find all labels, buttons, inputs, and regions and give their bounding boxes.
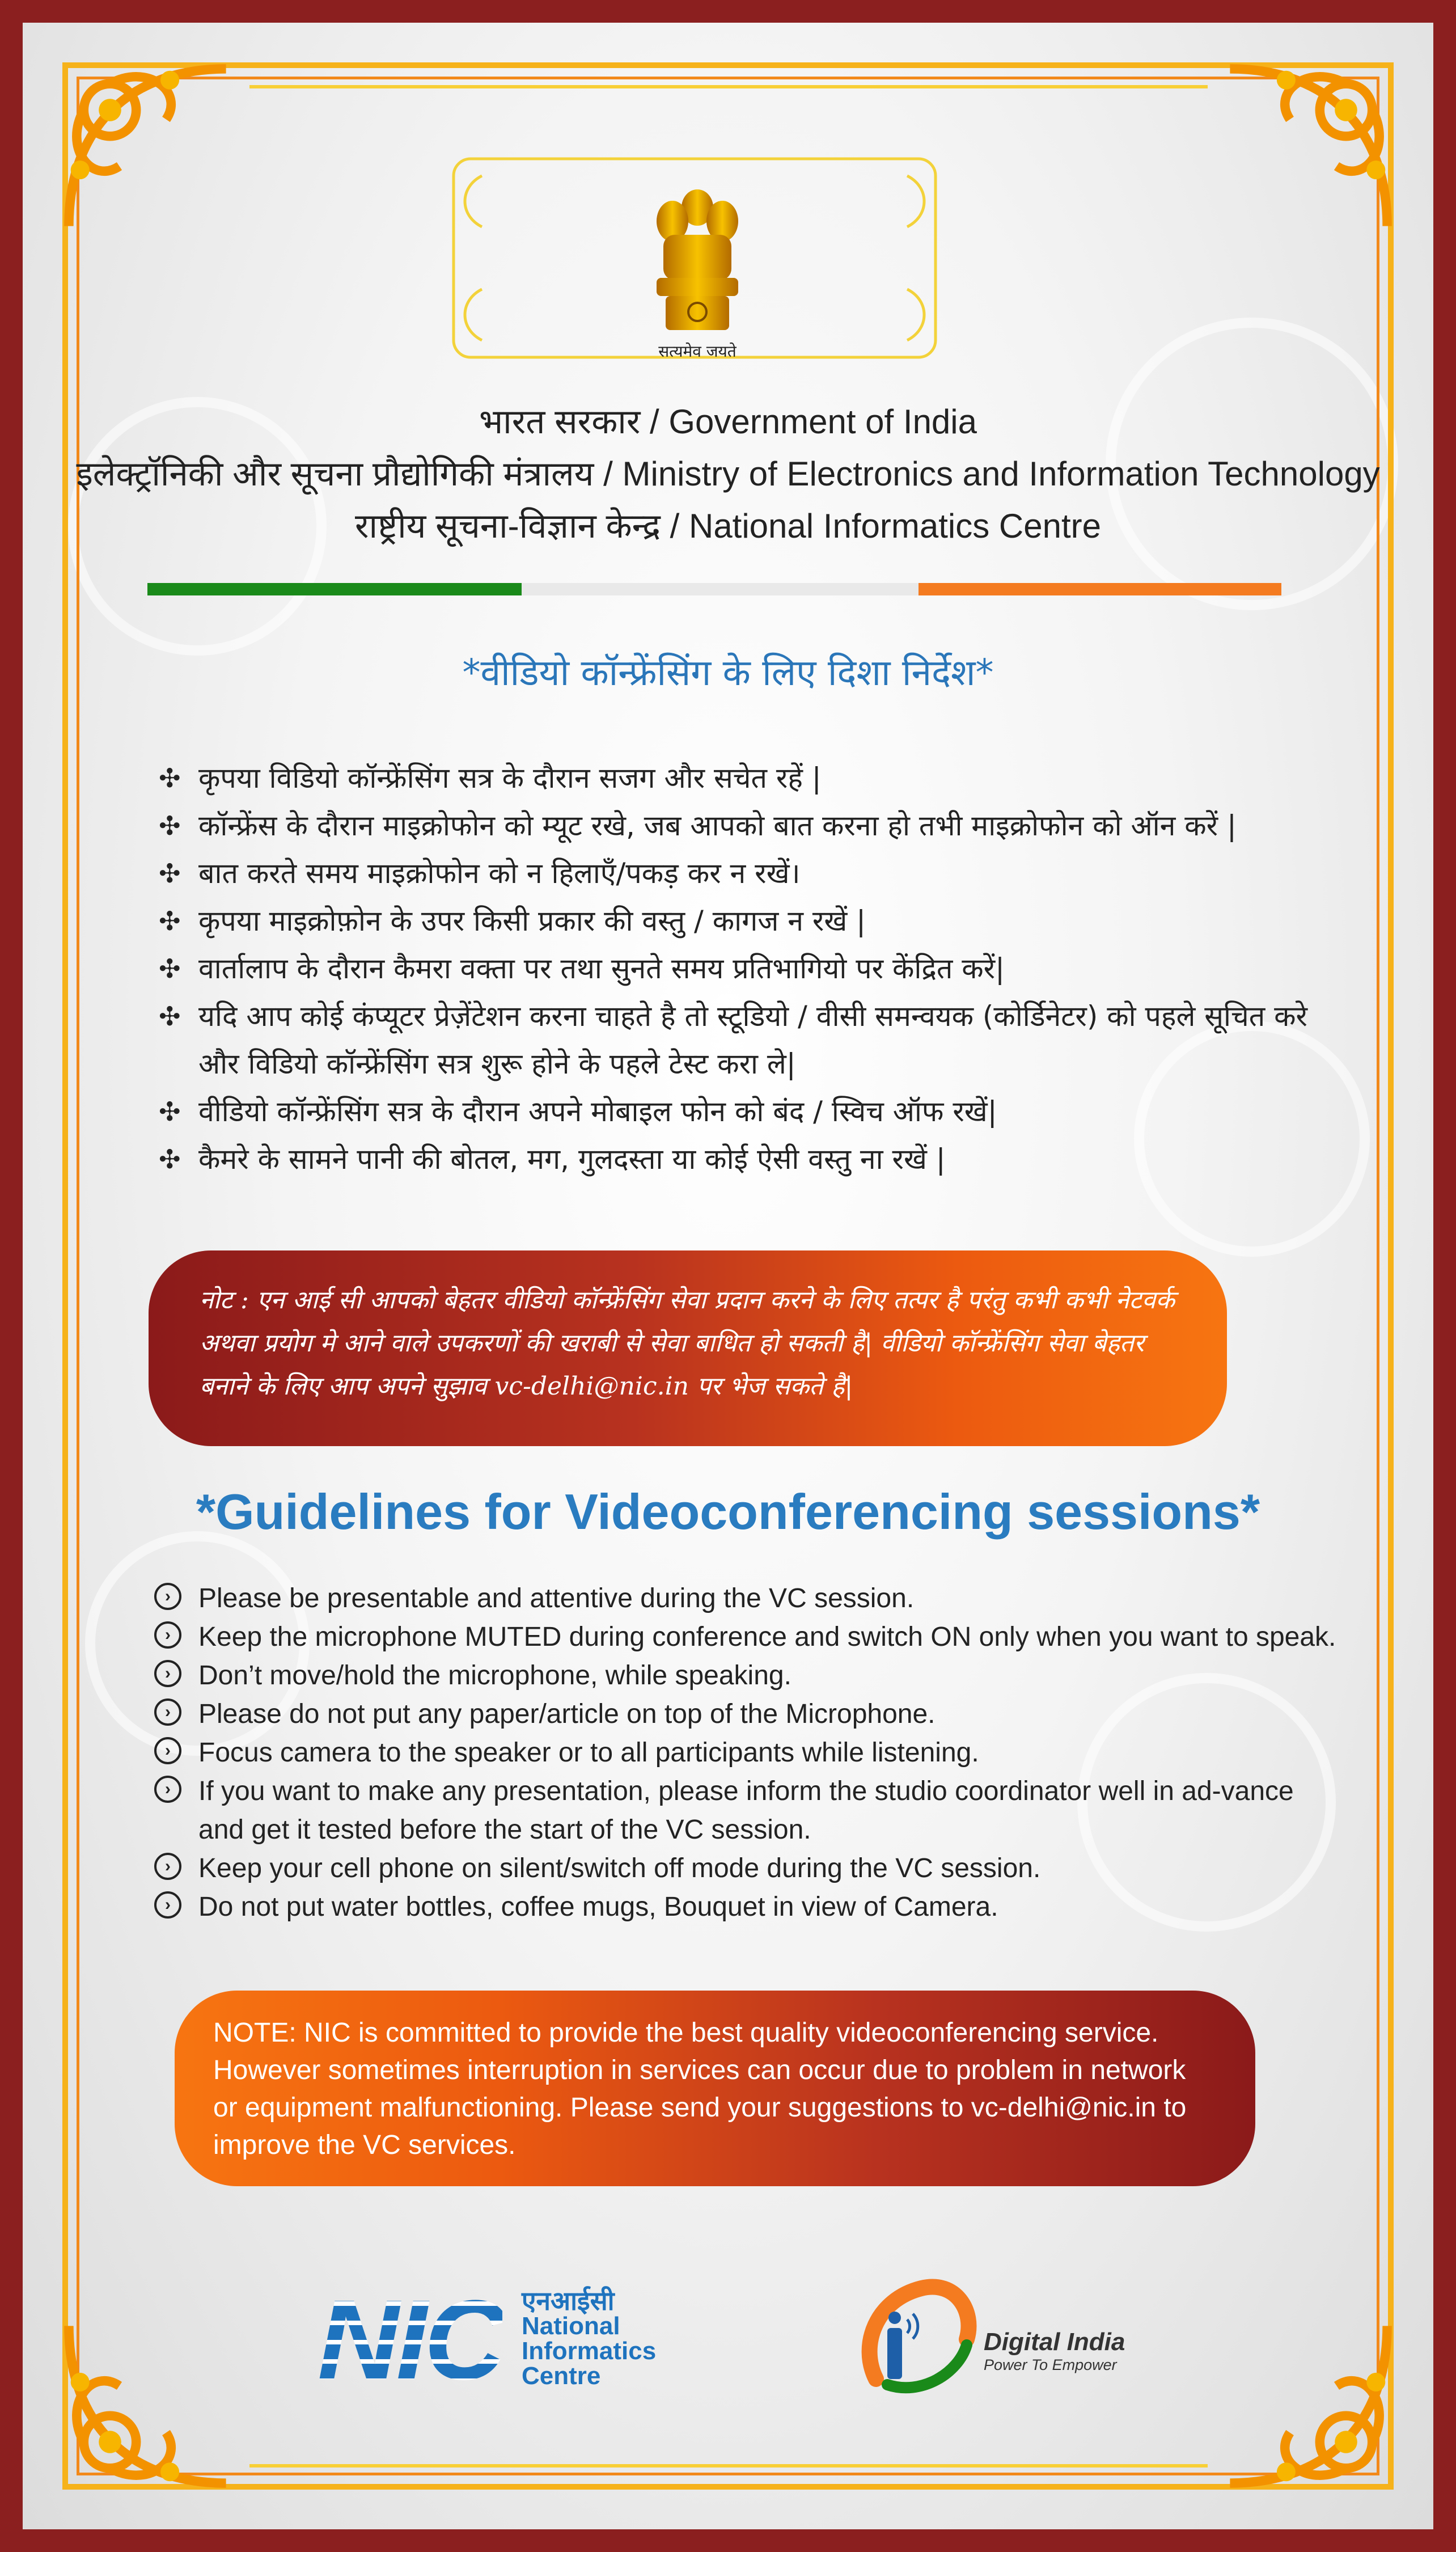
bullet-icon: ✣	[159, 1001, 181, 1032]
chevron-circle-icon: ›	[154, 1737, 181, 1764]
english-note-box: NOTE: NIC is committed to provide the best quality videoconferencing service. However sometimes interruption in services can occur due to problem in network or equipment malfunctioning. Please send your suggestions to vc-delhi@nic.in to improve the VC services.	[175, 1991, 1255, 2186]
chevron-circle-icon: ›	[154, 1621, 181, 1649]
chevron-circle-icon: ›	[154, 1891, 181, 1919]
list-item: ✣ कॉन्फ्रेंस के दौरान माइक्रोफोन को म्यूट रखे, जब आपको बात करना हो तभी माइक्रोफोन को ऑन करें |	[159, 802, 1327, 850]
tricolor-green	[147, 583, 522, 595]
digital-india-name: Digital India	[984, 2328, 1125, 2356]
digital-india-logo	[853, 2266, 1148, 2407]
corner-ornament-icon	[54, 2311, 241, 2498]
ashoka-emblem-icon	[641, 176, 754, 346]
bullet-icon: ✣	[159, 858, 181, 889]
digital-india-tagline: Power To Empower	[984, 2356, 1117, 2373]
list-item: › Don’t move/hold the microphone, while speaking.	[153, 1657, 1338, 1695]
header-ministry: इलेक्ट्रॉनिकी और सूचना प्रौद्योगिकी मंत्रालय / Ministry of Electronics and Information Technology	[76, 455, 1380, 493]
chevron-circle-icon: ›	[154, 1776, 181, 1803]
list-item: › Please be presentable and attentive during the VC session.	[153, 1579, 1338, 1618]
list-item: ✣ कृपया विडियो कॉन्फ्रेंसिंग सत्र के दौरान सजग और सचेत रहें |	[159, 754, 1327, 802]
list-item: › Keep your cell phone on silent/switch off mode during the VC session.	[153, 1849, 1338, 1888]
header-nic: राष्ट्रीय सूचना-विज्ञान केन्द्र / National Informatics Centre	[355, 507, 1101, 545]
list-item: › If you want to make any presentation, please inform the studio coordinator well in ad-vance and get it tested before the start of the VC session.	[153, 1772, 1338, 1849]
list-item: ✣ यदि आप कोई कंप्यूटर प्रेज़ेंटेशन करना चाहते है तो स्टूडियो / वीसी समन्वयक (कोर्डिनेटर) को पहले सूचित करे और विडियो कॉन्फ्रेंसिंग सत्र शुरू होने के पहले टेस्ट करा ले|	[159, 992, 1327, 1088]
hindi-guidelines-title: *वीडियो कॉन्फ्रेंसिंग के लिए दिशा निर्देश*	[462, 652, 994, 694]
list-item: ✣ बात करते समय माइक्रोफोन को न हिलाएँ/पकड़ कर न रखें।	[159, 850, 1327, 897]
corner-ornament-icon	[54, 54, 241, 241]
nic-logo	[318, 2277, 658, 2403]
english-guidelines-list	[153, 1579, 1338, 1926]
header-government: भारत सरकार / Government of India	[479, 403, 977, 441]
frame-top-rule	[249, 85, 1208, 88]
list-item: › Keep the microphone MUTED during conference and switch ON only when you want to speak.	[153, 1618, 1338, 1657]
tricolor-white	[522, 583, 919, 595]
digital-india-logo-icon	[853, 2266, 978, 2407]
tricolor-saffron	[919, 583, 1281, 595]
nic-logo-hindi: एनआईसी	[522, 2285, 615, 2316]
bullet-icon: ✣	[159, 953, 181, 984]
nic-logo-name: National Informatics Centre	[522, 2312, 657, 2390]
english-guidelines-title: *Guidelines for Videoconferencing sessions*	[196, 1484, 1260, 1540]
corner-ornament-icon	[1215, 2311, 1402, 2498]
chevron-circle-icon: ›	[154, 1660, 181, 1687]
corner-ornament-icon	[1215, 54, 1402, 241]
list-item: ✣ कृपया माइक्रोफ़ोन के उपर किसी प्रकार की वस्तु / कागज न रखें |	[159, 897, 1327, 945]
list-item: › Please do not put any paper/article on top of the Microphone.	[153, 1695, 1338, 1734]
hindi-guidelines-list	[159, 754, 1327, 1183]
bullet-icon: ✣	[159, 763, 181, 793]
list-item: ✣ कैमरे के सामने पानी की बोतल, मग, गुलदस्ता या कोई ऐसी वस्तु ना रखें |	[159, 1135, 1327, 1183]
list-item: ✣ वीडियो कॉन्फ्रेंसिंग सत्र के दौरान अपने मोबाइल फोन को बंद / स्विच ऑफ रखें|	[159, 1088, 1327, 1135]
bullet-icon: ✣	[159, 810, 181, 841]
list-item: › Focus camera to the speaker or to all participants while listening.	[153, 1734, 1338, 1772]
nic-logo-letters: NIC	[318, 2277, 503, 2403]
list-item: ✣ वार्तालाप के दौरान कैमरा वक्ता पर तथा सुनते समय प्रतिभागियो पर केंद्रित करें|	[159, 945, 1327, 992]
bullet-icon: ✣	[159, 906, 181, 936]
emblem-motto: सत्यमेव जयते	[658, 342, 737, 361]
chevron-circle-icon: ›	[154, 1698, 181, 1726]
bullet-icon: ✣	[159, 1096, 181, 1127]
hindi-note-box: नोट : एन आई सी आपको बेहतर वीडियो कॉन्फ्रेंसिंग सेवा प्रदान करने के लिए तत्पर है परंतु कभी कभी नेटवर्क अथवा प्रयोग मे आने वाले उपकरणों की खराबी से सेवा बाधित हो सकती है| वीडियो कॉन्फ्रेंसिंग सेवा बेहतर बनाने के लिए आप अपने सुझाव vc-delhi@nic.in पर भेज सकते है|	[149, 1250, 1227, 1446]
bullet-icon: ✣	[159, 1144, 181, 1174]
chevron-circle-icon: ›	[154, 1853, 181, 1880]
chevron-circle-icon: ›	[154, 1583, 181, 1610]
list-item: › Do not put water bottles, coffee mugs, Bouquet in view of Camera.	[153, 1888, 1338, 1926]
frame-bottom-rule	[249, 2464, 1208, 2468]
